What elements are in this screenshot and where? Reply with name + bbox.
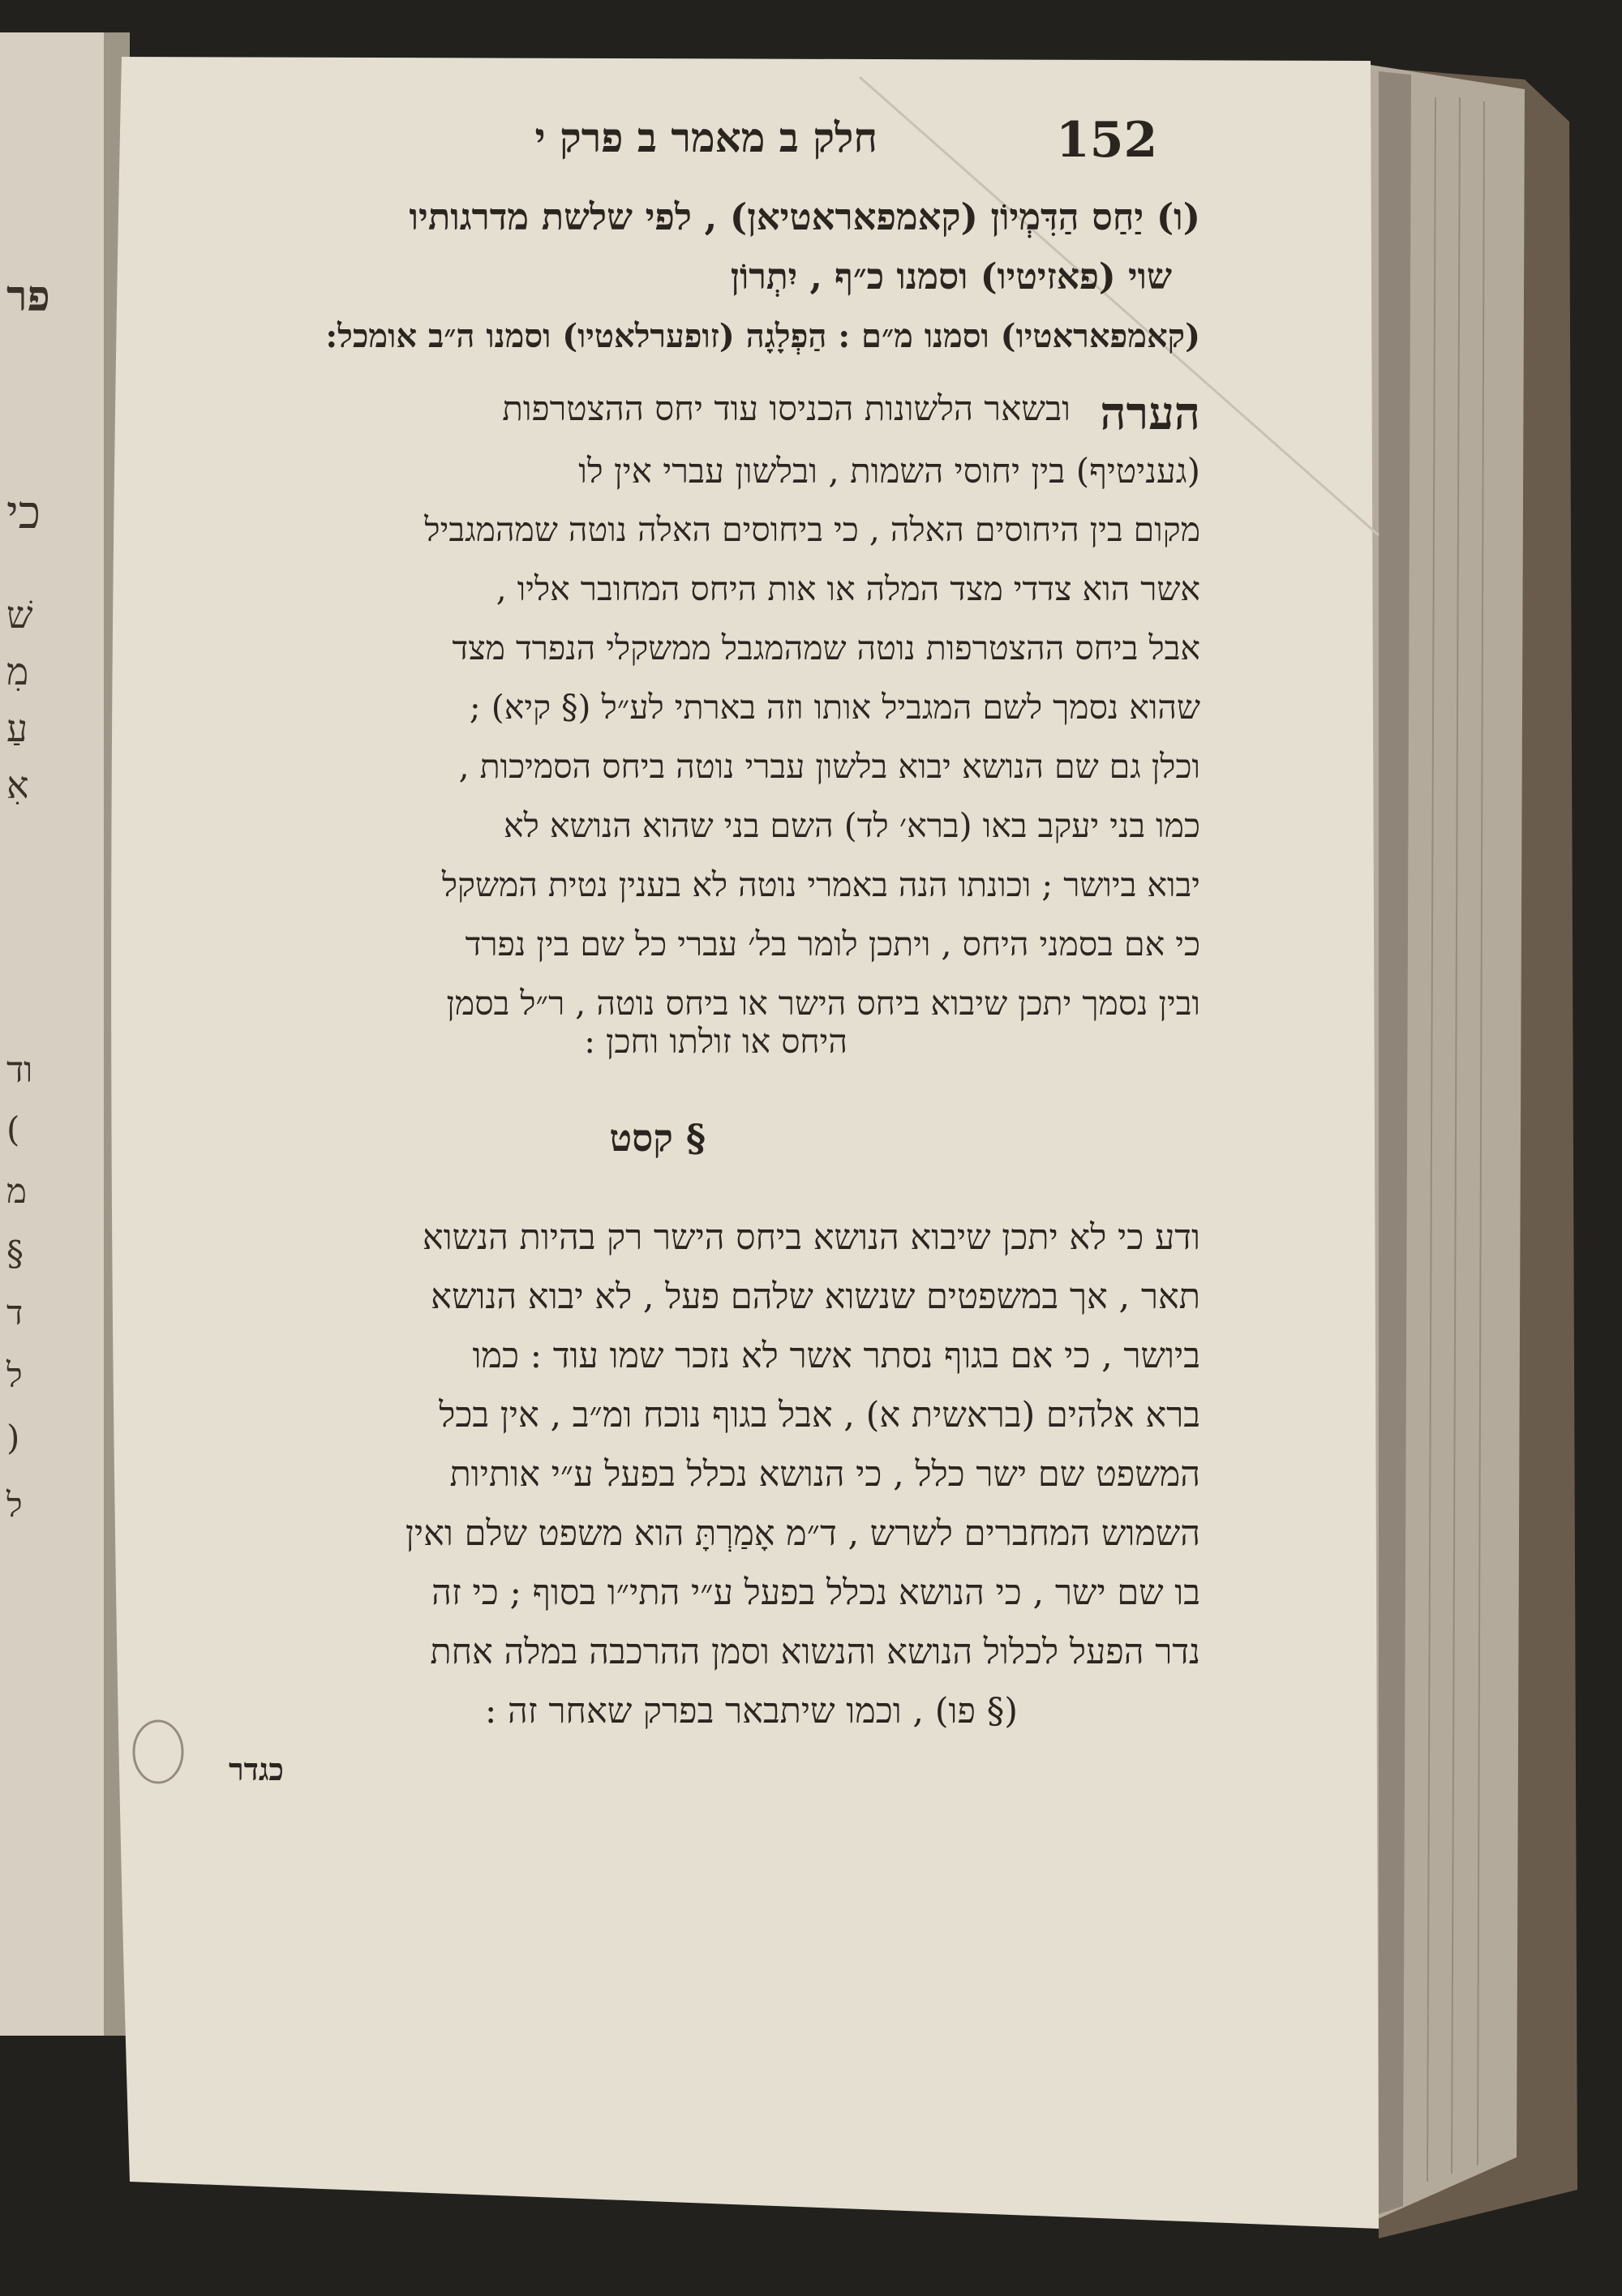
section-line: נדר הפעל לכלול הנושא והנשוא וסמן ההרכבה במלה אחת (430, 1632, 1200, 1672)
note-label: הערה (1100, 387, 1200, 440)
top-line-2: שוי (פאזיטיו) וסמנו כ״ף , יִתְרוֹן (730, 256, 1172, 298)
left-page-fragment: ל (6, 1485, 23, 1525)
note-line: (געניטיף) בין יחוסי השמות , ובלשון עברי אין לו (578, 451, 1200, 491)
section-heading: § קסט (609, 1116, 706, 1160)
note-line: כי אם בסמני היחס , ויתכן לומר בל׳ עברי כל שם בין נפרד (465, 925, 1200, 963)
left-page-fragment: שׁ (6, 593, 33, 637)
note-line: אבל ביחס ההצטרפות נוטה שמהמגבל ממשקלי הנפרד מצד (452, 629, 1200, 667)
left-page-fragment: כי (6, 487, 41, 539)
left-page-fragment: ( (6, 1418, 20, 1457)
note-line: וכלן גם שם הנושא יבוא בלשון עברי נוטה ביחס הסמיכות , (458, 747, 1200, 786)
running-title: חלק ב מאמר ב פרק י (534, 114, 878, 161)
right-page (111, 57, 1379, 2229)
left-page-fragment: מִ (6, 650, 29, 693)
note-line: היחס או זולתו וחכן : (584, 1022, 847, 1061)
left-page-fragment: § (6, 1234, 24, 1273)
section-line: ביושר , כי אם בגוף נסתר אשר לא נזכר שמו עוד : כמו (472, 1336, 1200, 1376)
note-line: מקום בין היחוסים האלה , כי ביחוסים האלה נוטה שמהמגביל (424, 510, 1200, 549)
left-page-fragment: וד (6, 1049, 33, 1091)
left-page-fragment: ל (6, 1355, 23, 1395)
section-line: בו שם ישר , כי הנושא נכלל בפעל ע״י התי״ו בסוף ; כי זה (431, 1573, 1200, 1613)
note-line: שהוא נסמך לשם המגביל אותו וזה בארתי לע״ל (§ קיא) ; (469, 688, 1200, 727)
section-line: (§ פו) , וכמו שיתבאר בפרק שאחר זה : (484, 1691, 1018, 1732)
top-line-3: (קאמפאראטיו) וסמנו מ״ם : הַפְלָגָה (זופערלאטיו) וסמנו ה״ב אומכל: (325, 317, 1200, 355)
note-line: כמו בני יעקב באו (ברא׳ לד) השם בני שהוא הנושא לא (504, 806, 1200, 845)
section-line: תאר , אך במשפטים שנשוא שלהם פעל , לא יבוא הנושא (431, 1277, 1200, 1317)
section-line: ודע כי לא יתכן שיבוא הנושא ביחס הישר רק בהיות הנשוא (422, 1217, 1200, 1258)
section-line: ברא אלהים (בראשית א) , אבל בגוף נוכח ומ״ב , אין בכל (439, 1395, 1200, 1436)
page-number: 152 (1056, 112, 1158, 169)
left-page-fragment: פר (6, 272, 50, 321)
section-line: המשפט שם ישר כלל , כי הנושא נכלל בפעל ע״י אותיות (449, 1454, 1200, 1495)
left-page-fragment: עַ (6, 706, 28, 750)
left-page-fragment: ד (6, 1293, 24, 1333)
note-line: אשר הוא צדדי מצד המלה או אות היחס המחובר אליו , (496, 569, 1200, 608)
top-line-1: (ו) יַחַס הַדִּמְיוֹן (קאמפאראטיאן) , לפי שלשת מדרגותיו (409, 195, 1200, 238)
left-page-fragment: מ (6, 1171, 27, 1211)
left-page-fragment: ) (6, 1109, 20, 1149)
note-line: ובשאר הלשונות הכניסו עוד יחס ההצטרפות (502, 388, 1071, 428)
left-page (0, 32, 122, 2036)
note-line: יבוא ביושר ; וכונתו הנה באמרי נוטה לא בענין נטית המשקל (441, 865, 1200, 904)
section-line: השמוש המחברים לשרש , ד״מ אָמַרְתָּ הוא משפט שלם ואין (405, 1513, 1200, 1554)
catchword: כגדר (228, 1751, 284, 1787)
note-line: ובין נסמך יתכן שיבוא ביחס הישר או ביחס נוטה , ר״ל בסמן (446, 984, 1200, 1023)
left-page-fragment: אִ (6, 763, 29, 807)
